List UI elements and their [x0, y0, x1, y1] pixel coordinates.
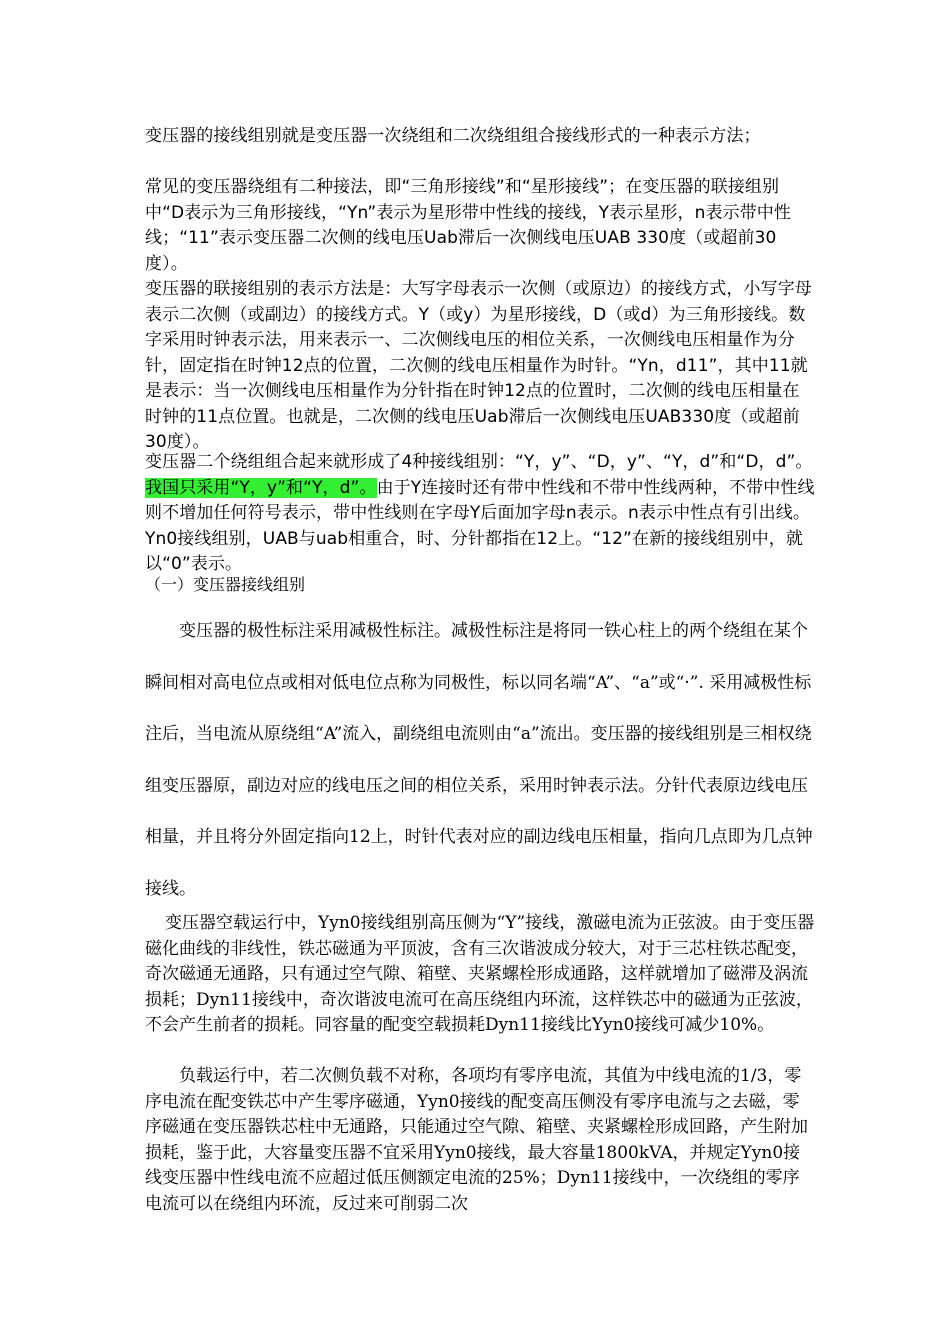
- paragraph-notation-method: 变压器的联接组别的表示方法是：大写字母表示一次侧（或原边）的接线方式，小写字母表示二次侧（或副边）的接线方式。Y（或y）为星形接线，D（或d）为三角形接线。数字采用时钟表示法，用来表示一、二次侧线电压的相位关系，一次侧线电压相量作为分针，固定指在时钟12点的位置，二次侧的线电压相量作为时针。“Yn，d11”，其中11就是表示：当一次侧线电压相量作为分针指在时钟12点的位置时，二次侧的线电压相量在时钟的11点位置。也就是，二次侧的线电压Uab滞后一次侧线电压UAB330度（或超前30度）。: [145, 279, 812, 452]
- text-four-groups: 变压器二个绕组组合起来就形成了4种接线组别：“Y，y”、“D，y”、“Y，d”和“D，d”。: [145, 452, 813, 472]
- paragraph-load-operation: 负载运行中，若二次侧负载不对称，各项均有零序电流，其值为中线电流的1/3，零序电流在配变铁芯中产生零序磁通，Yyn0接线的配变高压侧没有零序电流与之去磁，零序磁通在变压器铁芯柱中无通路，只能通过空气隙、箱壁、夹紧螺栓形成回路，产生附加损耗，鉴于此，大容量变压器不宜采用Yyn0接线，最大容量1800kVA，并规定Yyn0接线变压器中性线电流不应超过低压侧额定电流的25%；Dyn11接线中，一次绕组的零序电流可以在绕组内环流，反过来可削弱二次: [145, 1066, 808, 1214]
- paragraph-polarity-marking: 变压器的极性标注采用减极性标注。减极性标注是将同一铁心柱上的两个绕组在某个瞬间相对高电位点或相对低电位点称为同极性，标以同名端“A”、“a”或“·”. 采用减极性标注后，当电流从原绕组“A”流入，副绕组电流则由“a”流出。变压器的接线组别是三相权绕组变压器原，副边对应的线电压之间的相位关系，采用时钟表示法。分针代表原边线电压相量，并且将分外固定指向12上，时针代表对应的副边线电压相量，指向几点即为几点钟接线。: [145, 621, 813, 899]
- highlighted-text-china-uses: 我国只采用“Y，y”和“Y，d”。: [145, 477, 377, 498]
- paragraph-winding-connection-types: 常见的变压器绕组有二种接法，即“三角形接线”和“星形接线”；在变压器的联接组别中“D表示为三角形接线，“Yn”表示为星形带中性线的接线，Y表示星形，n表示带中性线；“11”表示变压器二次侧的线电压Uab滞后一次侧线电压UAB 330度（或超前30度）。: [145, 177, 791, 274]
- section-heading-wiring-groups: （一）变压器接线组别: [145, 575, 306, 594]
- text-neutral-line-explanation: 由于Y连接时还有带中性线和不带中性线两种，不带中性线则不增加任何符号表示，带中性线则在字母Y后面加字母n表示。n表示中性点有引出线。Yn0接线组别，UAB与uab相重合，时、分针都指在12上。“12”在新的接线组别中，就以“0”表示。: [145, 477, 815, 574]
- paragraph-four-wiring-groups: [145, 450, 815, 578]
- paragraph-wiring-group-definition: 变压器的接线组别就是变压器一次绕组和二次绕组组合接线形式的一种表示方法；: [145, 126, 761, 146]
- paragraph-no-load-operation: 变压器空载运行中，Yyn0接线组别高压侧为“Y”接线，激磁电流为正弦波。由于变压器磁化曲线的非线性，铁芯磁通为平顶波，含有三次谐波成分较大，对于三芯柱铁芯配变，奇次磁通无通路，只有通过空气隙、箱壁、夹紧螺栓形成通路，这样就增加了磁滞及涡流损耗；Dyn11接线中，奇次谐波电流可在高压绕组内环流，这样铁芯中的磁通为正弦波，不会产生前者的损耗。同容量的配变空载损耗Dyn11接线比Yyn0接线可减少10%。: [145, 913, 815, 1035]
